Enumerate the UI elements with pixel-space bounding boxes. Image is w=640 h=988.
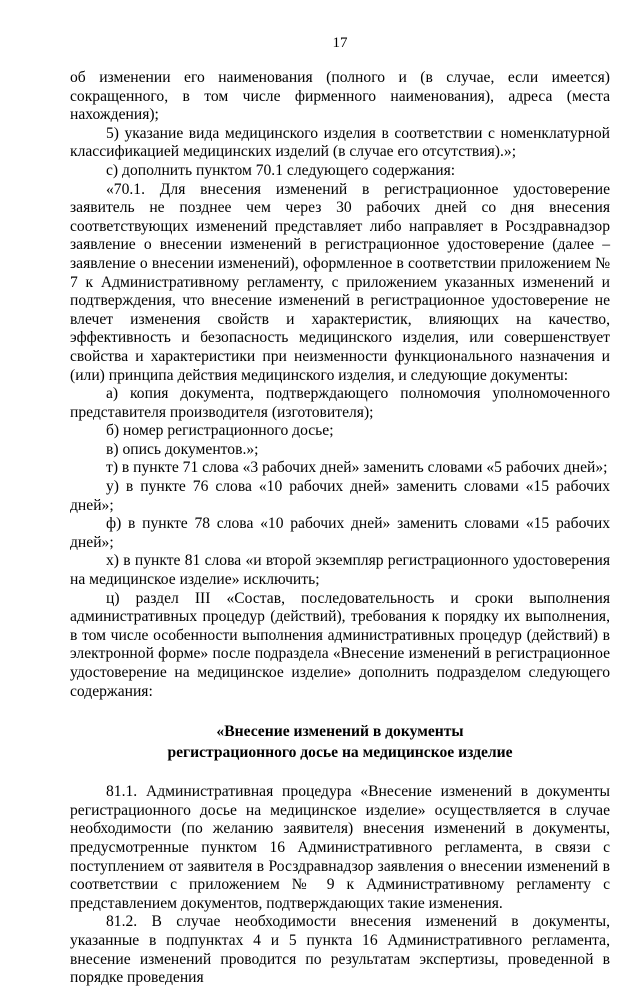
- paragraph: с) дополнить пунктом 70.1 следующего содержания:: [106, 161, 456, 179]
- paragraph: х) в пункте 81 слова «и второй экземпляр регистрационного удостоверения на медицинское изделие» исключить;: [70, 552, 610, 589]
- page-number: 17: [332, 35, 348, 51]
- paragraph: в) опись документов.»;: [106, 440, 259, 458]
- paragraph: б) номер регистрационного досье;: [106, 422, 334, 440]
- paragraph: 81.1. Административная процедура «Внесение изменений в документы регистрационного досье на медицинское изделие» осуществляется в случае необходимости (по желанию заявителя) внесения изменений в документы, предусмотренные пунктом 16 Административного регламента, в связи с поступлением от заявителя в Росздравнадзор заявления о внесении изменений в соответствии с приложением № 9 к Административному регламенту с представлением документов, подтверждающих такие изменения.: [70, 783, 610, 912]
- document-page: [70, 34, 610, 988]
- paragraph: 5) указание вида медицинского изделия в соответствии с номенклатурной классификацией медицинских изделий (в случае его отсутствия).»;: [70, 124, 610, 161]
- paragraph: об изменении его наименования (полного и (в случае, если имеется) сокращенного, в том числе фирменного наименования), адреса (места нахождения);: [70, 69, 610, 124]
- paragraph: «70.1. Для внесения изменений в регистрационное удостоверение заявитель не позднее чем через 30 рабочих дней со дня внесения соответствующих изменений представляет либо направляет в Росздравнадзор заявление о внесении изменений в регистрационное удостоверение (далее – заявление о внесении изменений), оформленное в соответствии приложением № 7 к Административному регламенту, с приложением указанных изменений и подтверждения, что внесение изменений в регистрационное удостоверение не влечет изменения свойств и характеристик, влияющих на качество, эффективность и безопасность медицинского изделия, или совершенствует свойства и характеристики при неизменности функционального назначения и (или) принципа действия медицинского изделия, и следующие документы:: [70, 180, 610, 384]
- paragraph: т) в пункте 71 слова «3 рабочих дней» заменить словами «5 рабочих дней»;: [106, 459, 608, 477]
- section-heading: [70, 721, 610, 763]
- paragraph: у) в пункте 76 слова «10 рабочих дней» заменить словами «15 рабочих дней»;: [70, 478, 610, 514]
- paragraph: ф) в пункте 78 слова «10 рабочих дней» заменить словами «15 рабочих дней»;: [70, 515, 610, 551]
- paragraph: ц) раздел III «Состав, последовательность и сроки выполнения административных процедур (действий), требования к порядку их выполнения, в том числе особенности выполнения административных процедур (действий) в электронной форме» после подраздела «Внесение изменений в регистрационное удостоверение на медицинское изделие» дополнить подразделом следующего содержания:: [70, 589, 610, 700]
- paragraph: 81.2. В случае необходимости внесения изменений в документы, указанные в подпунктах 4 и 5 пункта 16 Административного регламента, внесение изменений проводится по результатам экспертизы, проведенной в порядке проведения: [70, 913, 610, 987]
- paragraph: а) копия документа, подтверждающего полномочия уполномоченного представителя производителя (изготовителя);: [70, 385, 610, 421]
- section-heading-line: регистрационного досье на медицинское изделие: [167, 744, 513, 762]
- section-heading-line: «Внесение изменений в документы: [216, 723, 464, 741]
